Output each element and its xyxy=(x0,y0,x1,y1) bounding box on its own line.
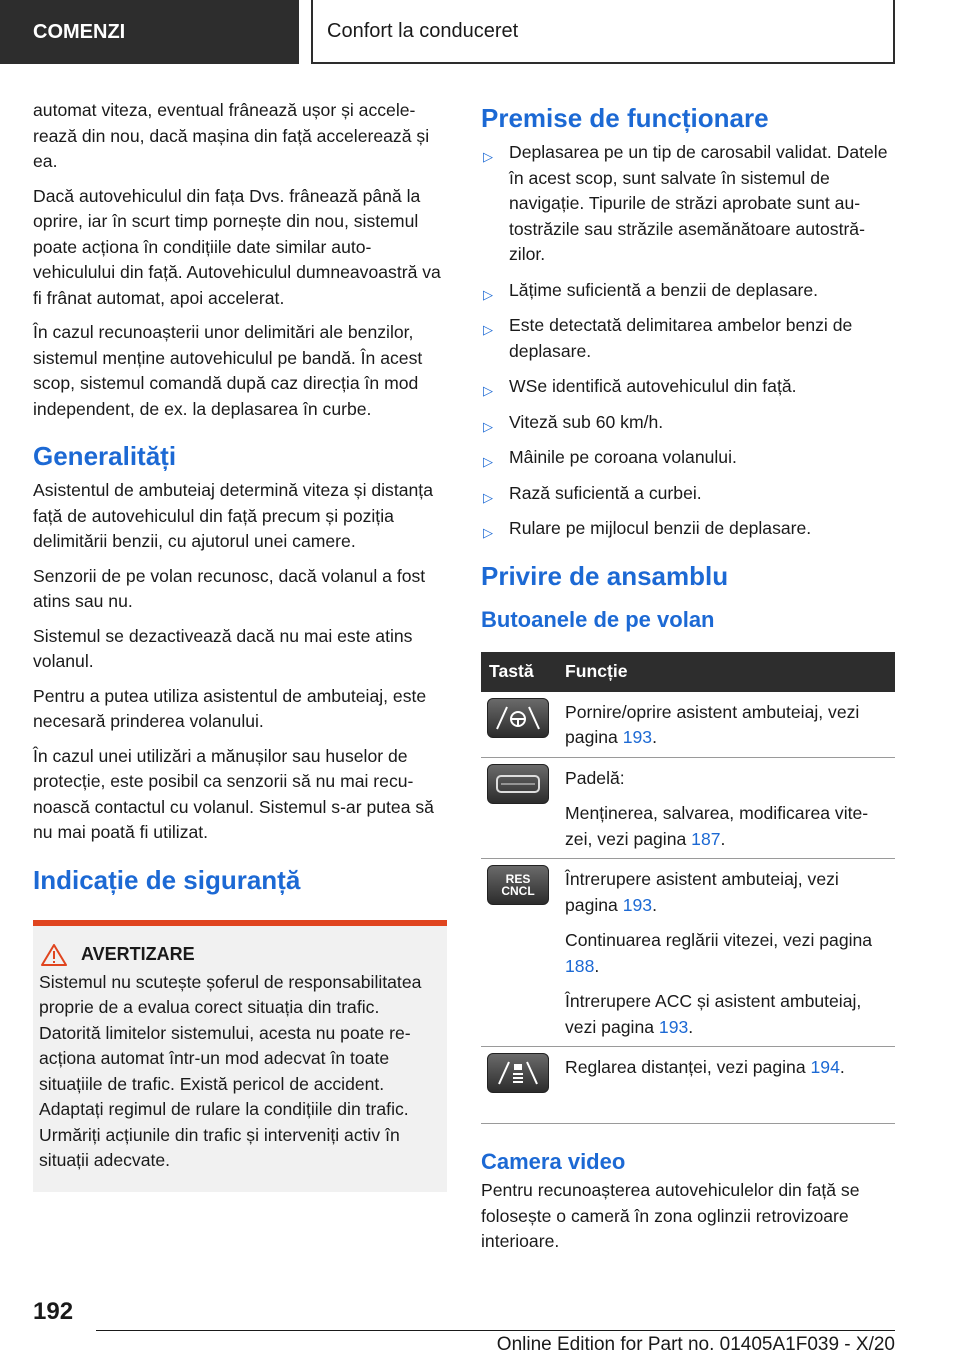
footer-divider xyxy=(96,1330,895,1331)
paragraph: În cazul recunoașterii unor delimitări ale benzilor, sistemul menține autovehiculul pe bandă. În acest scop, sistemul comandă după caz direcția în mod independent, de ex. la deplasarea în curbe. xyxy=(33,322,423,419)
list-item: ▷ Mâinile pe coroana volanului. xyxy=(481,445,895,471)
table-row: Padelă: Menținerea, salvarea, modificarea vitezei, vezi pagina 187. xyxy=(481,757,895,859)
page-link[interactable]: 188 xyxy=(565,955,595,976)
warning-text: Sistemul nu scutește șoferul de responsabilitatea proprie de a evalua corect situația din trafic. Datorită limitelor sistemului, acesta nu poate reacționa automat într-un mod adecvat în toate situațiile de trafic. Există pericol de accident. Adaptați regimul de rulare la condițiile din trafic. Urmăriți acțiunile din trafic și interveniți activ în situații adecvate. xyxy=(39,971,422,1170)
table-row: RES CNCL Întrerupere asistent ambuteiaj, vezi pagina 193. Continuarea reglării vitezei, vezi pagina 188. Întrerupere ACC și asistent ambuteiaj, vezi pagina 193. xyxy=(481,859,895,1047)
page-link[interactable]: 193 xyxy=(658,1016,689,1037)
triangle-bullet-icon: ▷ xyxy=(483,383,493,398)
list-item: ▷ WSe identifică autovehiculul din față. xyxy=(481,374,895,400)
buttons-table xyxy=(481,652,895,1125)
paddle-button-icon xyxy=(487,764,549,804)
column-header-function: Funcție xyxy=(557,652,895,692)
paragraph: Dacă autovehiculul din fața Dvs. frânează până la oprire, iar în scurt timp pornește din nou, sistemul poate acționa în condițiile date similar autovehiculului din față. Autovehiculul dumneavoastră va fi frânat automat, apoi accelerat. xyxy=(33,185,441,308)
list-item: ▷ Viteză sub 60 km/h. xyxy=(481,410,895,436)
heading-premise: Premise de funcționare xyxy=(481,103,769,133)
list-item: ▷ Rază suficientă a curbei. xyxy=(481,481,895,507)
list-item: ▷ Deplasarea pe un tip de carosabil validat. Datele în acest scop, sunt salvate în sistemul de navigație. Tipurile de străzi aprobate sunt autostrăzile sau străzile asemănătoare autostrăzilor. xyxy=(483,142,888,264)
heading-buttons: Butoanele de pe volan xyxy=(481,606,715,632)
heading-generalitati: Generalități xyxy=(33,441,177,471)
footer-edition: Online Edition for Part no. 01405A1F039 - X/20 xyxy=(496,1334,895,1355)
heading-safety: Indicație de siguranță xyxy=(33,864,301,895)
rocker-icon xyxy=(493,772,543,796)
column-header-key: Tastă xyxy=(481,652,557,692)
list-item: ▷ Lățime suficientă a benzii de deplasare. xyxy=(481,278,895,304)
page-number: 192 xyxy=(33,1298,74,1325)
list-item: ▷ Este detectată delimitarea ambelor benzi de deplasare. xyxy=(483,315,853,361)
triangle-bullet-icon: ▷ xyxy=(483,149,493,164)
page-link[interactable]: 187 xyxy=(691,828,721,849)
triangle-bullet-icon: ▷ xyxy=(483,525,493,540)
paragraph: automat viteza, eventual frânează ușor și accelerează din nou, dacă mașina din față accelerează și ea. xyxy=(33,100,430,171)
triangle-bullet-icon: ▷ xyxy=(483,418,493,434)
triangle-bullet-icon: ▷ xyxy=(483,322,493,337)
distance-button-icon xyxy=(487,1053,549,1093)
triangle-bullet-icon: ▷ xyxy=(483,454,493,469)
table-row: Reglarea distanței, vezi pagina 194. xyxy=(481,1047,895,1124)
table-row: Pornire/oprire asistent ambuteiaj, vezi pagina 193. xyxy=(481,692,895,758)
warning-triangle-icon xyxy=(41,944,67,966)
page-link[interactable]: 193 xyxy=(622,727,653,747)
steering-lane-icon xyxy=(493,703,543,733)
requirements-list xyxy=(481,140,895,542)
list-item: ▷ Rulare pe mijlocul benzii de deplasare. xyxy=(481,516,895,542)
page-link[interactable]: 194 xyxy=(810,1057,840,1077)
res-cncl-button-icon: RES CNCL xyxy=(487,865,549,905)
paragraph: Asistentul de ambuteiaj determină viteza și distanța față de autovehiculul din față precum și poziția delimitării benzii, cu ajutorul unei camere. xyxy=(33,480,433,551)
chapter-tab: COMENZI xyxy=(0,0,299,64)
page-header-title: Confort la conduceret xyxy=(311,0,895,64)
right-column xyxy=(481,98,895,1264)
paragraph: Pentru a putea utiliza asistentul de ambuteiaj, este necesară prinderea volanului. xyxy=(33,685,427,731)
warning-box xyxy=(33,920,447,1192)
paragraph: În cazul unei utilizări a mănușilor sau huselor de protecție, este posibil ca senzorii să nu mai recunoască contactul cu volanul. Sistemul s-ar putea să nu mai poată fi utilizat. xyxy=(33,745,434,842)
warning-title-text: AVERTIZARE xyxy=(81,944,195,964)
paragraph: Senzorii de pe volan recunosc, dacă volanul a fost atins sau nu. xyxy=(33,565,426,611)
paragraph: Pentru recunoașterea autovehiculelor din față se folosește o cameră în zona oglinzii retrovizoare interioare. xyxy=(481,1180,860,1251)
warning-title xyxy=(39,944,441,966)
distance-icon xyxy=(493,1058,543,1088)
heading-camera: Camera video xyxy=(481,1149,626,1174)
page-link[interactable]: 193 xyxy=(622,894,653,915)
paragraph: Sistemul se dezactivează dacă nu mai este atins volanul. xyxy=(33,625,413,671)
triangle-bullet-icon: ▷ xyxy=(483,286,493,302)
heading-overview: Privire de ansamblu xyxy=(481,560,729,591)
left-column xyxy=(33,98,447,1192)
table-header-row xyxy=(481,652,895,692)
traffic-jam-assist-button-icon xyxy=(487,698,549,738)
triangle-bullet-icon: ▷ xyxy=(483,489,493,505)
